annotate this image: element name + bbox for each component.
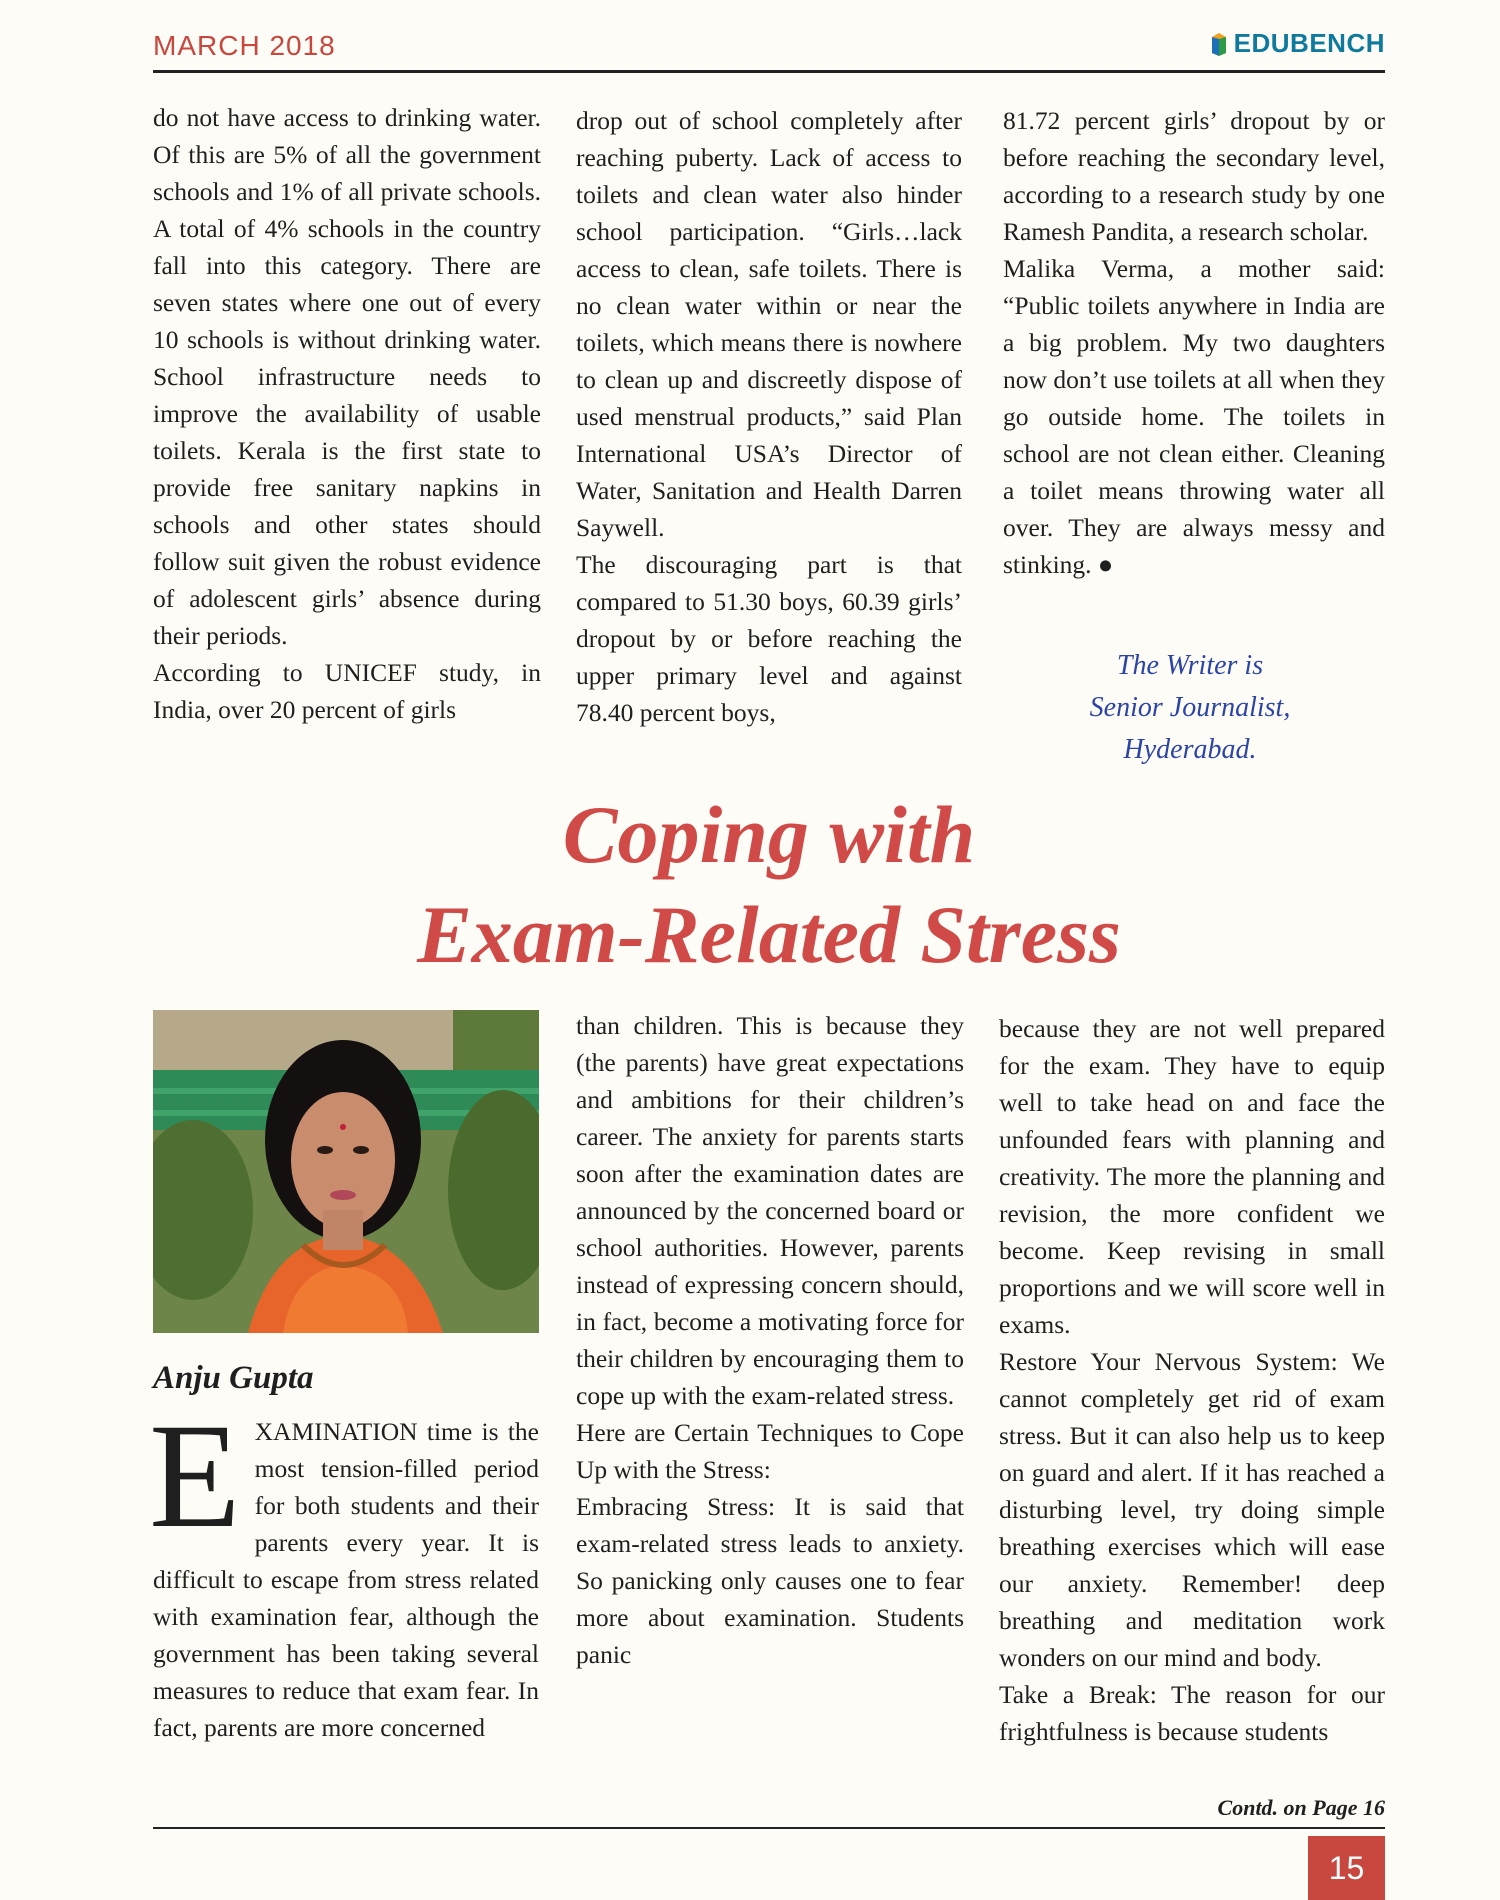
paragraph: The discouraging part is that compared to 51.30 boys, 60.39 girls’ dropout by or before reaching the upper primary level and against 78.40 percent boys, (576, 550, 962, 727)
paragraph: Malika Verma, a mother said: “Public toilets anywhere in India are a big problem. My two daughters now don’t use toilets at all when they go outside home. The toilets in school are not clean either. Cleaning a toilet means throwing water all over. They are always messy and stinking. ● (1003, 254, 1385, 579)
paragraph: than children. This is because they (the parents) have great expectations and ambitions for their children’s career. The anxiety for parents starts soon after the examination dates are announced by the concerned board or school authorities. However, parents instead of expressing concern should, in fact, become a motivating force for their children by encouraging them to cope up with the exam-related stress. (576, 1011, 964, 1410)
paragraph: 81.72 percent girls’ dropout by or before reaching the secondary level, according to a research study by one Ramesh Pandita, a research scholar. (1003, 106, 1385, 246)
paragraph: Restore Your Nervous System: We cannot completely get rid of exam stress. But it can also help us to keep on guard and alert. If it has reached a disturbing level, try doing simple breathing exercises which will ease our anxiety. Remember! deep breathing and meditation work wonders on our mind and body. (999, 1347, 1385, 1672)
paragraph: because they are not well prepared for the exam. They have to equip well to take head on and face the unfounded fears with planning and creativity. The more the planning and revision, the more confident we become. Keep revising in small proportions and we will score well in exams. (999, 1014, 1385, 1339)
paragraph: do not have access to drinking water. Of this are 5% of all the government schools and 1% of all private schools. A total of 4% schools in the country fall into this category. There are seven states where one out of every 10 schools is without drinking water. School infrastructure needs to improve the availability of usable toilets. Kerala is the first state to provide free sanitary napkins in schools and other states should follow suit given the robust evidence of adolescent girls’ absence during their periods. (153, 103, 541, 650)
paragraph-text: XAMINATION time is the most tension-filled period for both students and their parents every year. It is difficult to escape from stress related with examination fear, although the government has been taking several measures to reduce that exam fear. In fact, parents are more concerned (153, 1417, 539, 1742)
article1-column-1 (153, 99, 541, 728)
article1-column-2 (576, 102, 962, 731)
page-number: 15 (1308, 1836, 1385, 1900)
paragraph (149, 1393, 539, 1746)
byline-line: The Writer is (1116, 650, 1264, 681)
article-title-line-1: Coping with (562, 789, 976, 880)
issue-date: MARCH 2018 (153, 30, 336, 61)
paragraph: Embracing Stress: It is said that exam-related stress leads to anxiety. So panicking only causes one to fear more about examination. Students panic (576, 1492, 964, 1669)
continued-note: Contd. on Page 16 (1217, 1795, 1385, 1820)
author-name: Anju Gupta (153, 1360, 314, 1396)
article1-column-3 (1003, 102, 1385, 583)
article2-column-1 (149, 1393, 539, 1746)
brand-logo (1210, 28, 1385, 59)
book-icon (1210, 31, 1228, 57)
paragraph: drop out of school completely after reaching puberty. Lack of access to toilets and clean water also hinder school participation. “Girls…lack access to clean, safe toilets. There is no clean water within or near the toilets, which means there is nowhere to clean up and discreetly dispose of used menstrual products,” said Plan International USA’s Director of Water, Sanitation and Health Darren Saywell. (576, 106, 962, 542)
drop-cap: E (149, 1393, 241, 1559)
writer-byline (995, 645, 1385, 771)
article-title-line-2: Exam-Related Stress (417, 889, 1121, 980)
header-rule (153, 70, 1385, 73)
paragraph: According to UNICEF study, in India, over 20 percent of girls (153, 658, 541, 724)
paragraph: Here are Certain Techniques to Cope Up with the Stress: (576, 1418, 964, 1484)
article2-column-3 (999, 1010, 1385, 1750)
author-photo (153, 1010, 539, 1333)
brand-name: EDUBENCH (1233, 28, 1385, 58)
byline-line: Senior Journalist, (1089, 692, 1291, 723)
article2-column-2 (576, 1007, 964, 1673)
byline-line: Hyderabad. (1123, 734, 1257, 765)
paragraph: Take a Break: The reason for our frightfulness is because students (999, 1680, 1385, 1746)
footer-rule (153, 1827, 1385, 1829)
